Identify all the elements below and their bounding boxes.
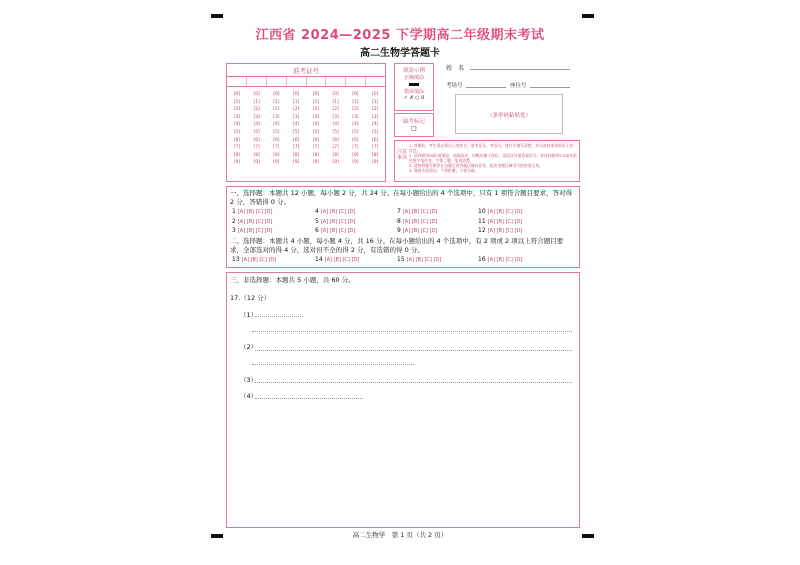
- q17-part3-label: （3）: [240, 376, 258, 384]
- exam-id-digit-bubble[interactable]: [8]: [253, 152, 260, 158]
- question-number: 3: [232, 227, 236, 234]
- exam-id-digit-row: [227, 121, 385, 129]
- exam-id-digit-bubble[interactable]: [5]: [352, 129, 359, 135]
- question-row: [232, 218, 272, 225]
- note-item: 4. 保持卡面清洁，不要折叠，不要弄破。: [409, 168, 479, 173]
- answer-options[interactable]: [A] [B] [C] [D]: [237, 209, 273, 215]
- answer-options[interactable]: [A] [B] [C] [D]: [487, 218, 523, 225]
- exam-id-digit-bubble[interactable]: [1]: [312, 99, 320, 105]
- exam-id-digit-bubble[interactable]: [7]: [352, 145, 359, 151]
- seat-input[interactable]: [530, 87, 570, 88]
- exam-id-digit-bubble[interactable]: [0]: [352, 92, 359, 97]
- exam-id-digit-bubble[interactable]: [5]: [371, 129, 379, 135]
- question-row: [315, 256, 359, 263]
- exam-id-digit-bubble[interactable]: [6]: [371, 137, 379, 143]
- question-row: [397, 208, 437, 215]
- exam-id-digit-row: [227, 91, 385, 99]
- answer-options[interactable]: [A] [B] [C] [D]: [320, 228, 356, 234]
- exam-id-digit-bubble[interactable]: [8]: [292, 152, 300, 158]
- exam-id-digit-bubble[interactable]: [9]: [371, 160, 379, 166]
- exam-id-digit-bubble[interactable]: [4]: [233, 122, 241, 128]
- barcode-label: （条形码粘贴处）: [486, 113, 531, 119]
- exam-id-digit-bubble[interactable]: [9]: [273, 160, 280, 166]
- exam-id-digit-bubble[interactable]: [4]: [352, 122, 359, 128]
- answer-options[interactable]: [A] [B] [C] [D]: [406, 257, 442, 263]
- exam-id-digit-row: [227, 129, 385, 137]
- exam-id-digit-bubble[interactable]: [9]: [352, 160, 359, 166]
- exam-room-label: 考场号: [446, 83, 463, 89]
- exam-id-digit-bubble[interactable]: [4]: [253, 122, 260, 128]
- question-row: [315, 218, 355, 225]
- exam-id-digit-row: [227, 99, 385, 107]
- exam-id-digit-bubble[interactable]: [2]: [292, 107, 300, 113]
- section2-heading: 二、选择题：本题共 4 小题，每小题 4 分，共 16 分。在每小题给出的 4 个选项中，有 2 项或 2 项以上符合题目要求，全部选对的得 4 分，选对但不全的得 2 分，有选错的得 0 分。: [230, 237, 564, 254]
- exam-id-digit-row: [227, 114, 385, 122]
- answer-options[interactable]: [A] [B] [C] [D]: [487, 257, 523, 263]
- question-number: 1: [232, 208, 236, 215]
- exam-id-digit-bubble[interactable]: [3]: [292, 114, 300, 120]
- exam-id-digit-row: [227, 152, 385, 160]
- exam-id-digit-bubble[interactable]: [5]: [233, 129, 241, 135]
- wrong-fill-label: 错误填涂: [403, 89, 424, 95]
- exam-id-digit-bubble[interactable]: [5]: [273, 129, 280, 135]
- exam-id-label: 准考证号: [227, 64, 385, 77]
- exam-id-digit-bubble[interactable]: [1]: [292, 99, 300, 105]
- exam-id-digit-bubble[interactable]: [0]: [312, 92, 320, 97]
- exam-id-digit-bubble[interactable]: [2]: [253, 107, 260, 113]
- exam-id-digit-bubble[interactable]: [3]: [273, 114, 280, 120]
- exam-id-digit-bubble[interactable]: [4]: [292, 122, 300, 128]
- note-item: 1. 答题前，考生务必将自己的姓名、准考证号、考场号、座位号填写清楚，并认真核准条形码上的信息。: [409, 143, 574, 153]
- exam-id-digit-bubble[interactable]: [3]: [312, 114, 320, 120]
- exam-id-digit-bubble[interactable]: [5]: [332, 129, 339, 135]
- exam-id-digit-bubble[interactable]: [7]: [292, 145, 300, 151]
- exam-id-digit-bubble[interactable]: [2]: [371, 107, 379, 113]
- question-row: [232, 256, 276, 263]
- exam-id-digit-bubble[interactable]: [9]: [312, 160, 320, 166]
- question-row: [232, 208, 272, 215]
- answer-options[interactable]: [A] [B] [C] [D]: [487, 228, 523, 234]
- exam-id-digit-bubble[interactable]: [4]: [312, 122, 320, 128]
- exam-id-digit-bubble[interactable]: [7]: [253, 145, 260, 151]
- exam-id-digit-bubble[interactable]: [3]: [352, 114, 359, 120]
- question-row: [397, 218, 437, 225]
- question-number: 14: [315, 256, 323, 263]
- question-row: [478, 218, 522, 225]
- exam-id-digit-bubble[interactable]: [7]: [233, 145, 241, 151]
- answer-options[interactable]: [A] [B] [C] [D]: [402, 228, 438, 234]
- exam-id-digit-bubble[interactable]: [0]: [371, 92, 379, 97]
- exam-id-digit-bubble[interactable]: [1]: [371, 99, 379, 105]
- exam-room-input[interactable]: [466, 87, 506, 88]
- question-number: 15: [397, 256, 405, 263]
- exam-id-digit-bubble[interactable]: [9]: [233, 160, 241, 166]
- note-item: 2. 选择题用2B铅笔填涂，如需改动，用橡皮擦干净后，再选涂其他答案标号；非选择题用0.5毫米黑色签字笔作答，字体工整、笔迹清楚。: [409, 153, 577, 163]
- notes-box: [394, 140, 580, 182]
- question-number: 11: [478, 217, 486, 225]
- note-item: 3. 请按照题号顺序在各题目的答题区域内作答，超出答题区域书写的答案无效。: [409, 163, 543, 168]
- exam-id-digit-bubble[interactable]: [6]: [253, 137, 260, 143]
- fill-example-title: 填涂示例: [402, 68, 425, 74]
- exam-id-digit-bubble[interactable]: [8]: [332, 152, 339, 158]
- question-row: [478, 256, 522, 263]
- seat-label: 座位号: [510, 83, 527, 89]
- exam-id-box: [226, 63, 386, 182]
- exam-id-digit-bubble[interactable]: [0]: [273, 92, 280, 97]
- exam-id-digit-bubble[interactable]: [5]: [312, 129, 320, 135]
- correct-fill-label: 正确填涂: [403, 75, 424, 81]
- registration-mark-top-right: [582, 14, 594, 18]
- exam-id-digit-bubble[interactable]: [8]: [273, 152, 280, 158]
- q17-part1-label: （1）: [240, 311, 258, 319]
- exam-id-digit-row: [227, 159, 385, 167]
- exam-id-digit-bubble[interactable]: [3]: [332, 114, 339, 120]
- answer-options[interactable]: [A] [B] [C] [D]: [402, 218, 438, 225]
- correct-fill-mark: [409, 83, 419, 86]
- exam-id-digit-bubble[interactable]: [9]: [253, 160, 260, 166]
- question-number: 7: [397, 208, 401, 215]
- question-row: [397, 256, 441, 263]
- exam-id-digit-bubble[interactable]: [5]: [292, 129, 300, 135]
- answer-options[interactable]: [A] [B] [C] [D]: [237, 218, 273, 225]
- question-number: 2: [232, 217, 236, 225]
- exam-id-digit-bubble[interactable]: [2]: [273, 107, 280, 113]
- exam-id-digit-bubble[interactable]: [8]: [352, 152, 359, 158]
- exam-id-digit-row: [227, 144, 385, 152]
- answer-options[interactable]: [A] [B] [C] [D]: [324, 257, 360, 263]
- exam-id-digit-bubble[interactable]: [1]: [253, 99, 260, 105]
- question-number: 5: [315, 217, 319, 225]
- q17-label: 17.（12 分）: [230, 294, 271, 302]
- exam-id-digit-bubble[interactable]: [6]: [273, 137, 280, 143]
- exam-id-digit-bubble[interactable]: [7]: [273, 145, 280, 151]
- exam-id-digit-bubble[interactable]: [8]: [371, 152, 379, 158]
- question-number: 6: [315, 227, 319, 234]
- exam-id-digit-bubble[interactable]: [8]: [312, 152, 320, 158]
- exam-id-digit-bubble[interactable]: [5]: [253, 129, 260, 135]
- exam-id-digit-bubble[interactable]: [6]: [312, 137, 320, 143]
- question-row: [315, 208, 355, 215]
- answer-options[interactable]: [A] [B] [C] [D]: [402, 209, 438, 215]
- q17-part2-label: （2）: [240, 343, 258, 351]
- exam-id-digit-row: [227, 137, 385, 145]
- free-response-box: [226, 272, 580, 528]
- exam-id-digit-bubble[interactable]: [6]: [292, 137, 300, 143]
- exam-id-digit-bubble[interactable]: [6]: [233, 137, 241, 143]
- q17-part3-answer-line[interactable]: [255, 382, 572, 383]
- exam-id-digit-bubble[interactable]: [7]: [312, 145, 320, 151]
- name-input[interactable]: [470, 69, 570, 70]
- question-number: 12: [478, 227, 486, 234]
- exam-id-write-cells[interactable]: [227, 77, 385, 87]
- exam-id-digit-bubble[interactable]: [0]: [292, 92, 300, 97]
- question-row: [315, 227, 355, 234]
- registration-mark-top-left: [211, 14, 223, 18]
- answer-options[interactable]: [A] [B] [C] [D]: [241, 257, 277, 263]
- q17-part1-answer-line[interactable]: [255, 316, 303, 317]
- exam-id-digit-bubble[interactable]: [2]: [233, 107, 241, 113]
- q17-part1-answer-line-2[interactable]: [252, 331, 572, 332]
- question-row: [232, 227, 272, 234]
- absent-checkbox[interactable]: □: [411, 125, 417, 132]
- q17-part4-answer-line[interactable]: [255, 398, 363, 399]
- exam-id-digit-row: [227, 106, 385, 114]
- exam-id-digit-bubble[interactable]: [9]: [332, 160, 339, 166]
- q17-part2-answer-line[interactable]: [255, 350, 572, 351]
- exam-id-digit-bubble[interactable]: [9]: [292, 160, 300, 166]
- answer-options[interactable]: [A] [B] [C] [D]: [320, 209, 356, 215]
- barcode-area: [455, 94, 563, 134]
- exam-id-digit-bubble[interactable]: [0]: [233, 92, 241, 97]
- question-number: 8: [397, 217, 401, 225]
- answer-options[interactable]: [A] [B] [C] [D]: [320, 218, 356, 225]
- fill-example-box: [394, 63, 434, 111]
- exam-id-digit-bubble[interactable]: [4]: [273, 122, 280, 128]
- exam-id-digit-bubble[interactable]: [6]: [352, 137, 359, 143]
- exam-id-digit-bubble[interactable]: [1]: [273, 99, 280, 105]
- exam-id-digit-bubble[interactable]: [4]: [371, 122, 379, 128]
- name-label: 姓 名: [446, 65, 465, 72]
- exam-id-digit-bubble[interactable]: [1]: [352, 99, 359, 105]
- exam-id-digit-grid[interactable]: [227, 87, 385, 167]
- exam-id-digit-bubble[interactable]: [1]: [332, 99, 339, 105]
- answer-options[interactable]: [A] [B] [C] [D]: [487, 209, 523, 215]
- page-title: 江西省 2024—2025 下学期高二年级期末考试: [255, 28, 545, 43]
- wrong-fill-marks: ✓ ✗ ○ ⌷: [403, 95, 425, 101]
- question-number: 9: [397, 227, 401, 234]
- answer-options[interactable]: [A] [B] [C] [D]: [237, 228, 273, 234]
- exam-id-digit-bubble[interactable]: [3]: [233, 114, 241, 120]
- exam-id-digit-bubble[interactable]: [4]: [332, 122, 339, 128]
- exam-id-digit-bubble[interactable]: [6]: [332, 137, 339, 143]
- exam-id-digit-bubble[interactable]: [8]: [233, 152, 241, 158]
- question-number: 13: [232, 256, 240, 263]
- exam-id-digit-bubble[interactable]: [2]: [312, 107, 320, 113]
- question-row: [397, 227, 437, 234]
- exam-id-digit-bubble[interactable]: [7]: [371, 145, 379, 151]
- q17-part4-label: （4）: [240, 392, 258, 400]
- section1-heading: 一、选择题：本题共 12 小题，每小题 2 分，共 24 分。在每小题给出的 4 个选项中，只有 1 项符合题目要求，答对得 2 分，答错得 0 分。: [230, 189, 573, 206]
- section3-heading: 三、非选择题：本题共 5 小题，共 60 分。: [230, 276, 355, 284]
- question-row: [478, 208, 522, 215]
- notes-label: 注意事项: [397, 149, 408, 161]
- question-number: 4: [315, 208, 319, 215]
- page-footer: 高二生物学 第 1 页（共 2 页）: [352, 531, 448, 539]
- page-subtitle: 高二生物学答题卡: [360, 48, 440, 59]
- exam-id-digit-bubble[interactable]: [2]: [332, 107, 339, 113]
- exam-id-digit-bubble[interactable]: [7]: [332, 145, 339, 151]
- exam-id-digit-bubble[interactable]: [0]: [253, 92, 260, 97]
- absent-label: 缺考标记: [402, 119, 425, 125]
- absent-box: [394, 113, 434, 137]
- exam-id-digit-bubble[interactable]: [1]: [233, 99, 241, 105]
- exam-id-digit-bubble[interactable]: [0]: [332, 92, 339, 97]
- exam-id-digit-bubble[interactable]: [2]: [352, 107, 359, 113]
- question-row: [478, 227, 522, 234]
- question-number: 10: [478, 208, 486, 215]
- question-number: 16: [478, 256, 486, 263]
- exam-id-digit-bubble[interactable]: [3]: [253, 114, 260, 120]
- q17-part2-answer-line-2[interactable]: [252, 364, 414, 365]
- exam-id-digit-bubble[interactable]: [3]: [371, 114, 379, 120]
